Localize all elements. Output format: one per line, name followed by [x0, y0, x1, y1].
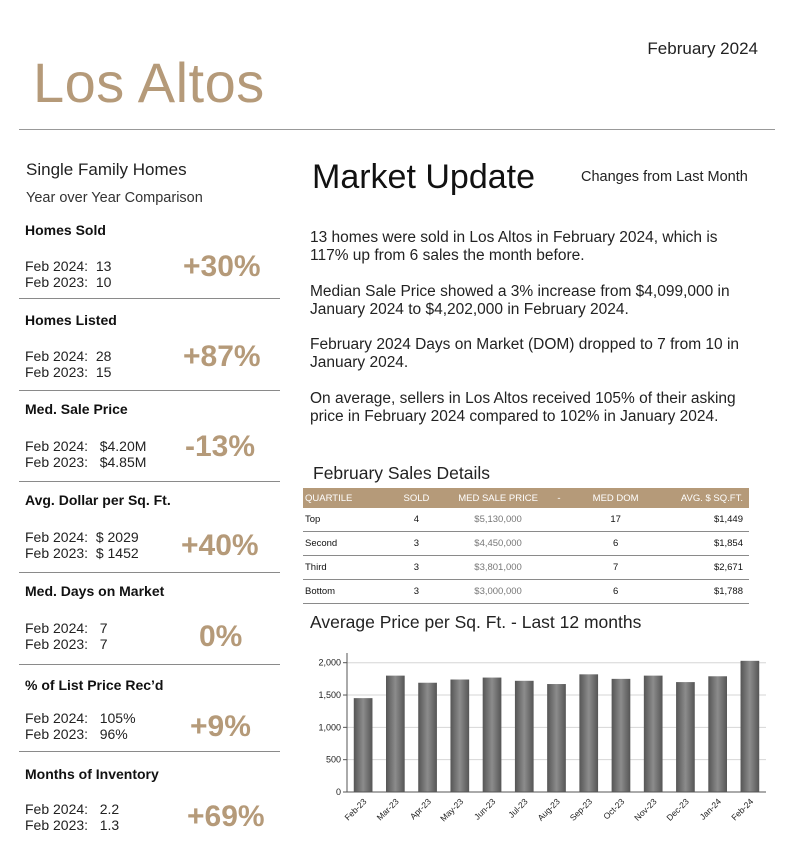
x-tick-label: Sep-23 — [567, 796, 595, 823]
y-tick-label: 0 — [335, 787, 341, 797]
metric-divider — [19, 390, 280, 391]
header-divider — [19, 129, 775, 130]
sales-details-table — [303, 488, 749, 604]
metric-change: +87% — [183, 340, 261, 373]
cell-avg-sqft: $1,788 — [663, 580, 749, 604]
cell-med-sale-price: $4,450,000 — [447, 532, 549, 556]
col-avg-sqft: AVG. $ SQ.FT. — [663, 488, 749, 508]
y-tick-label: 1,000 — [318, 722, 341, 733]
metric-previous: Feb 2023: 96% — [25, 726, 128, 742]
col-med-sale-price: MED SALE PRICE — [447, 488, 549, 508]
y-tick-label: 2,000 — [318, 657, 341, 668]
cell-quartile: Third — [303, 556, 386, 580]
bar — [741, 661, 760, 792]
metric-title: Med. Sale Price — [25, 401, 128, 417]
metric-current: Feb 2024: $ 2029 — [25, 529, 139, 545]
col-med-dom: MED DOM — [569, 488, 663, 508]
metric-title: Homes Listed — [25, 312, 117, 328]
cell-med-dom: 6 — [569, 532, 663, 556]
metric-title: Med. Days on Market — [25, 583, 165, 599]
bar — [612, 679, 631, 792]
cell-sold: 3 — [386, 580, 447, 604]
x-tick-label: Jul-23 — [506, 796, 530, 820]
table-header-row — [303, 488, 749, 508]
x-tick-label: Feb-24 — [729, 796, 756, 823]
metric-change: +69% — [187, 800, 265, 833]
x-tick-label: Feb-23 — [342, 796, 369, 823]
bar — [483, 678, 502, 792]
metric-current: Feb 2024: 28 — [25, 348, 112, 364]
metric-previous: Feb 2023: 7 — [25, 636, 108, 652]
cell-separator — [549, 580, 569, 604]
metric-title: Months of Inventory — [25, 766, 159, 782]
bar — [644, 676, 663, 792]
metric-change: +30% — [183, 250, 261, 283]
metric-previous: Feb 2023: $ 1452 — [25, 545, 139, 561]
metric-previous: Feb 2023: 15 — [25, 364, 112, 380]
cell-med-dom: 17 — [569, 508, 663, 532]
metric-previous: Feb 2023: $4.85M — [25, 454, 147, 470]
x-tick-label: Nov-23 — [632, 796, 659, 823]
changes-label: Changes from Last Month — [581, 169, 748, 185]
metric-divider — [19, 664, 280, 665]
bar — [579, 674, 598, 792]
bar — [418, 683, 437, 792]
market-paragraph-sales: 13 homes were sold in Los Altos in February 2024, which is 117% up from 6 sales the month before. — [310, 229, 718, 264]
metric-current: Feb 2024: 105% — [25, 710, 136, 726]
cell-med-sale-price: $3,801,000 — [447, 556, 549, 580]
metric-previous: Feb 2023: 10 — [25, 274, 112, 290]
cell-med-sale-price: $5,130,000 — [447, 508, 549, 532]
market-paragraph-list-price: On average, sellers in Los Altos received 105% of their asking price in February 2024 compared to 102% in January 2024. — [310, 390, 736, 425]
metric-change: +40% — [181, 529, 259, 562]
metric-title: % of List Price Rec’d — [25, 677, 164, 693]
table-row — [303, 532, 749, 556]
cell-separator — [549, 556, 569, 580]
left-column-title: Single Family Homes — [26, 160, 187, 179]
x-tick-label: Jan-24 — [697, 796, 724, 822]
report-date: February 2024 — [647, 39, 758, 58]
x-tick-label: Dec-23 — [664, 796, 691, 823]
metric-title: Avg. Dollar per Sq. Ft. — [25, 492, 171, 508]
metric-change: +9% — [190, 710, 251, 743]
bar — [547, 684, 566, 792]
table-row — [303, 556, 749, 580]
metric-change: -13% — [185, 430, 256, 463]
bar — [450, 680, 469, 792]
metric-title: Homes Sold — [25, 222, 106, 238]
left-column-subtitle: Year over Year Comparison — [26, 190, 203, 206]
metric-divider — [19, 481, 280, 482]
metric-divider — [19, 751, 280, 752]
cell-separator — [549, 508, 569, 532]
chart-title: Average Price per Sq. Ft. - Last 12 months — [310, 612, 642, 632]
bar — [354, 698, 373, 792]
cell-sold: 3 — [386, 532, 447, 556]
cell-avg-sqft: $1,449 — [663, 508, 749, 532]
cell-quartile: Bottom — [303, 580, 386, 604]
cell-quartile: Second — [303, 532, 386, 556]
cell-sold: 4 — [386, 508, 447, 532]
table-row — [303, 580, 749, 604]
metric-change: 0% — [199, 620, 243, 653]
metric-current: Feb 2024: 2.2 — [25, 801, 120, 817]
x-tick-label: Aug-23 — [535, 796, 562, 823]
metric-previous: Feb 2023: 1.3 — [25, 817, 120, 833]
metric-divider — [19, 572, 280, 573]
x-tick-label: Mar-23 — [374, 796, 401, 823]
metric-divider — [19, 298, 280, 299]
market-paragraph-price: Median Sale Price showed a 3% increase from $4,099,000 in January 2024 to $4,202,000 in February 2024. — [310, 283, 730, 318]
col-sold: SOLD — [386, 488, 447, 508]
col-quartile: QUARTILE — [303, 488, 386, 508]
cell-med-dom: 7 — [569, 556, 663, 580]
cell-separator — [549, 532, 569, 556]
cell-quartile: Top — [303, 508, 386, 532]
x-tick-label: Jun-23 — [471, 796, 498, 822]
x-tick-label: May-23 — [438, 796, 466, 824]
col-separator: - — [549, 488, 569, 508]
price-per-sqft-chart — [303, 645, 773, 850]
metric-current: Feb 2024: 7 — [25, 620, 108, 636]
x-tick-label: Apr-23 — [407, 796, 433, 822]
sales-details-title: February Sales Details — [313, 463, 491, 483]
cell-med-dom: 6 — [569, 580, 663, 604]
x-tick-label: Oct-23 — [601, 796, 627, 822]
cell-avg-sqft: $1,854 — [663, 532, 749, 556]
market-update-title: Market Update — [312, 158, 535, 196]
bar — [676, 682, 695, 792]
cell-sold: 3 — [386, 556, 447, 580]
bar — [386, 676, 405, 792]
metric-current: Feb 2024: 13 — [25, 258, 112, 274]
city-title: Los Altos — [33, 51, 265, 114]
table-row — [303, 508, 749, 532]
bar — [708, 676, 727, 792]
cell-med-sale-price: $3,000,000 — [447, 580, 549, 604]
y-tick-label: 1,500 — [318, 690, 341, 701]
cell-avg-sqft: $2,671 — [663, 556, 749, 580]
y-tick-label: 500 — [325, 754, 341, 765]
market-paragraph-dom: February 2024 Days on Market (DOM) dropped to 7 from 10 in January 2024. — [310, 336, 740, 371]
bar — [515, 681, 534, 792]
metric-current: Feb 2024: $4.20M — [25, 438, 147, 454]
